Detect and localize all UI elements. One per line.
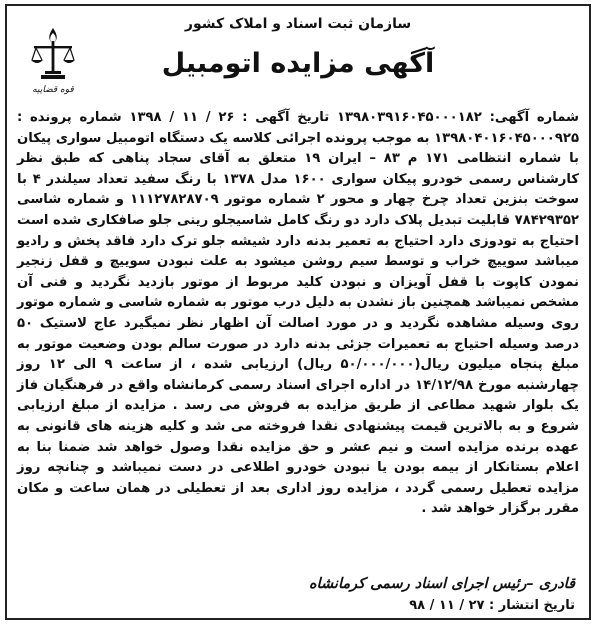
auction-notice: [5, 4, 591, 620]
signature-line: قادری –رئیس اجرای اسناد رسمی کرمانشاه: [308, 576, 575, 592]
emblem-caption: قوه قضاییه: [32, 85, 74, 95]
organization-name: سازمان ثبت اسناد و املاک کشور: [184, 16, 412, 32]
publish-date: تاریخ انتشار : ۲۷ / ۱۱ / ۹۸: [409, 598, 575, 613]
notice-title: آگهی مزایده اتومبیل: [161, 48, 435, 79]
notice-body: شماره آگهی: ۱۳۹۸۰۳۹۱۶۰۴۵۰۰۰۱۸۲ تاریخ آگهی : ۲۶ / ۱۱ / ۱۳۹۸ شماره پرونده : ۱۳۹۸۰۴۰۱۶۰۴۵۰۰۰۹۲۵ به موجب پرونده اجرائی کلاسه یک دستگاه اتومبیل سواری پیکان با شماره انتظامی ۱۷۱ م ۸۳ – ایران ۱۹ متعلق به آقای سجاد پناهی که طبق نظر کارشناس رسمی خودرو پیکان سواری ۱۶۰۰ مدل ۱۳۷۸ با رنگ سفید تعداد سیلندر ۴ با سوخت بنزین تعداد چرخ چهار و محور ۲ شماره موتور ۱۱۱۲۷۸۲۸۷۰۹ و شماره شاسی ۷۸۴۲۹۳۵۲ قابلیت تبدیل پلاک دارد دو رنگ کامل شاسیجلو رینی جلو صافکاری شده است احتیاج به تودوزی دارد احتیاج به تعمیر بدنه دارد شیشه جلو ترک دارد فاقد پخش و رادیو میباشد سوییچ خراب و توسط سیم روشن میشود به علت نبودن سوییچ و قفل زنجیر نمودن کاپوت با قفل آویزان و نبودن کلید مربوط از موتور بازدید نگردید و فنی آن مشخص نمیباشد همچنین باز نشدن به دلیل درب موتور به شماره شاسی و شماره موتور روی وسیله مشاهده نگردید و در مورد اصالت آن اظهار نظر نمیگیرد عاج لاستیک ۵۰ درصد وسیله احتیاج به تعمیرات جزئی بدنه دارد در صورت سالم بودن وضعیت موتور به مبلغ پنجاه میلیون ریال(۵۰/۰۰۰/۰۰۰ ریال) ارزیابی شده ، از ساعت ۹ الی ۱۲ روز چهارشنبه مورخ ۱۴/۱۲/۹۸ در اداره اجرای اسناد رسمی کرمانشاه واقع در فرهنگیان فاز یک بلوار شهید مطاعی از طریق مزایده به فروش می رسد . مزایده از مبلغ ارزیابی شروع و به بالاترین قیمت پیشنهادی نقدا فروخته می شد و کلیه هزینه های قانونی به عهده برنده مزایده است و نیم عشر و حق مزایده نقدا وصول خواهد شد ضمنا بنا به اعلام بستانکار از بیمه بودن یا نبودن خودرو اطلاعی در دست نمیباشد و چنانچه روز مزایده تعطیل رسمی گردد ، مزایده روز اداری بعد از تعطیلی در همان ساعت و مکان مقرر برگزار خواهد شد .: [16, 110, 580, 517]
